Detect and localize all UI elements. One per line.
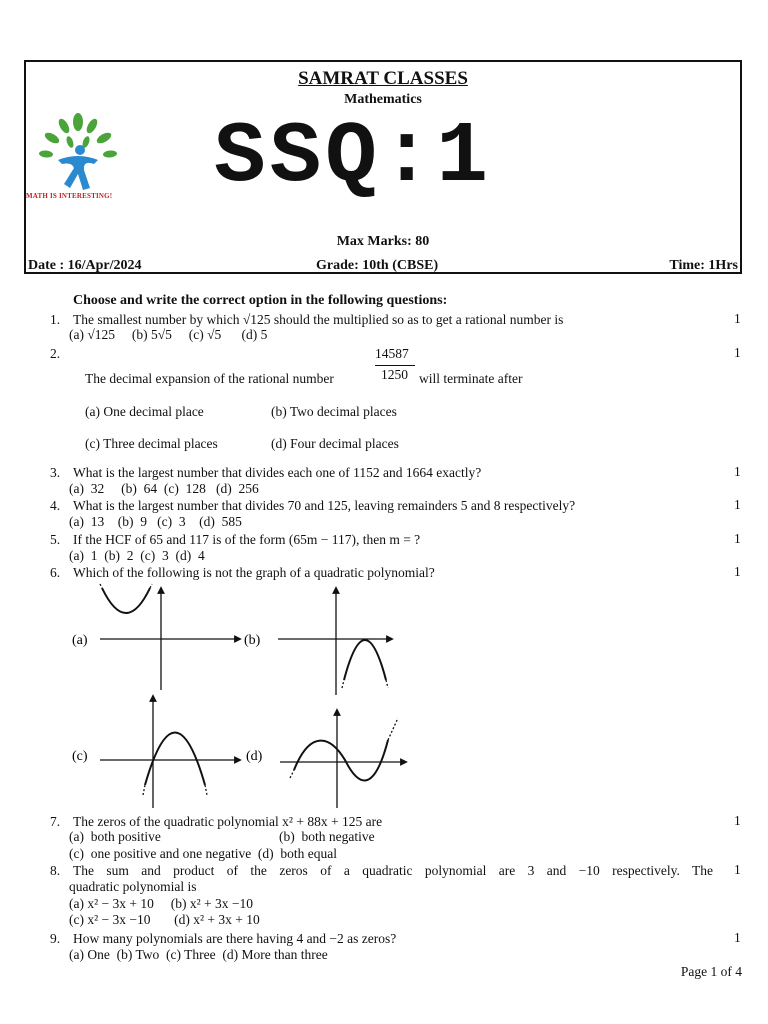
graph-a [100, 584, 238, 690]
instruction: Choose and write the correct option in the following questions: [73, 293, 448, 308]
graph-c [100, 698, 238, 808]
option-a: (a) One decimal place [85, 404, 204, 419]
page-number: Page 1 of 4 [680, 964, 742, 979]
option-cd: (c) x² − 3x −10 (d) x² + 3x + 10 [69, 912, 260, 927]
question-mark: 1 [734, 345, 741, 360]
question-options: (a) One (b) Two (c) Three (d) More than three [69, 947, 328, 962]
question-mark: 1 [734, 311, 741, 326]
question-number: 1. [50, 312, 61, 327]
question-number: 4. [50, 498, 61, 513]
option-a: (a) both positive [69, 829, 161, 844]
option-b: (b) Two decimal places [271, 404, 397, 419]
option-ab: (a) x² − 3x + 10 (b) x² + 3x −10 [69, 896, 254, 911]
graph-b [278, 590, 390, 695]
question-text-after: will terminate after [419, 371, 523, 386]
question-number: 2. [50, 346, 61, 361]
graph-label-b: (b) [244, 633, 261, 648]
grade: Grade: 10th (CBSE) [316, 258, 439, 273]
question-options: (a) 32 (b) 64 (c) 128 (d) 256 [69, 481, 259, 496]
question-text: The smallest number by which √125 should the multiplied so as to get a rational number is [73, 312, 564, 327]
paper-title: SSQ:1 [214, 108, 493, 206]
question-mark: 1 [734, 497, 741, 512]
question-number: 7. [50, 814, 61, 829]
graph-label-a: (a) [72, 633, 88, 648]
option-b: (b) both negative [279, 829, 375, 844]
header-box [24, 60, 742, 274]
question-number: 9. [50, 931, 61, 946]
option-c: (c) Three decimal places [85, 436, 218, 451]
question-text: The zeros of the quadratic polynomial x² + 88x + 125 are [73, 814, 383, 829]
subject-name: Mathematics [344, 92, 422, 107]
question-mark: 1 [734, 531, 741, 546]
question-mark: 1 [734, 464, 741, 479]
question-number: 6. [50, 565, 61, 580]
fraction-denominator: 1250 [381, 367, 408, 382]
option-cd: (c) one positive and one negative (d) both equal [69, 846, 338, 861]
logo-icon [28, 110, 128, 200]
fraction-numerator: 14587 [375, 346, 409, 361]
school-name: SAMRAT CLASSES [298, 68, 468, 89]
question-text: What is the largest number that divides each one of 1152 and 1664 exactly? [73, 465, 482, 480]
question-mark: 1 [734, 862, 741, 877]
question-text: How many polynomials are there having 4 and −2 as zeros? [73, 931, 397, 946]
question-number: 8. [50, 863, 61, 878]
question-text: Which of the following is not the graph of a quadratic polynomial? [73, 565, 435, 580]
question-text: If the HCF of 65 and 117 is of the form (65m − 117), then m = ? [73, 532, 421, 547]
question-text: What is the largest number that divides 70 and 125, leaving remainders 5 and 8 respectively? [73, 498, 576, 513]
question-number: 3. [50, 465, 61, 480]
question-mark: 1 [734, 930, 741, 945]
exam-date: Date : 16/Apr/2024 [28, 258, 142, 273]
question-mark: 1 [734, 564, 741, 579]
question-number: 5. [50, 532, 61, 547]
question-text-line2: quadratic polynomial is [69, 879, 197, 894]
fraction-bar [375, 365, 415, 366]
graph-label-c: (c) [72, 749, 88, 764]
option-d: (d) Four decimal places [271, 436, 399, 451]
question-options: (a) 13 (b) 9 (c) 3 (d) 585 [69, 514, 242, 529]
question-options: (a) √125 (b) 5√5 (c) √5 (d) 5 [69, 327, 268, 342]
question-options: (a) 1 (b) 2 (c) 3 (d) 4 [69, 548, 205, 563]
question-text: The sum and product of the zeros of a quadratic polynomial are 3 and −10 respectively. The [73, 863, 713, 878]
graph-label-d: (d) [246, 749, 263, 764]
question-mark: 1 [734, 813, 741, 828]
max-marks: Max Marks: 80 [336, 234, 430, 249]
graph-d [280, 712, 404, 808]
tagline: MATH IS INTERESTING! [26, 192, 113, 200]
question-text: The decimal expansion of the rational number [85, 371, 334, 386]
graph-options [60, 580, 420, 810]
exam-time: Time: 1Hrs [669, 258, 738, 273]
